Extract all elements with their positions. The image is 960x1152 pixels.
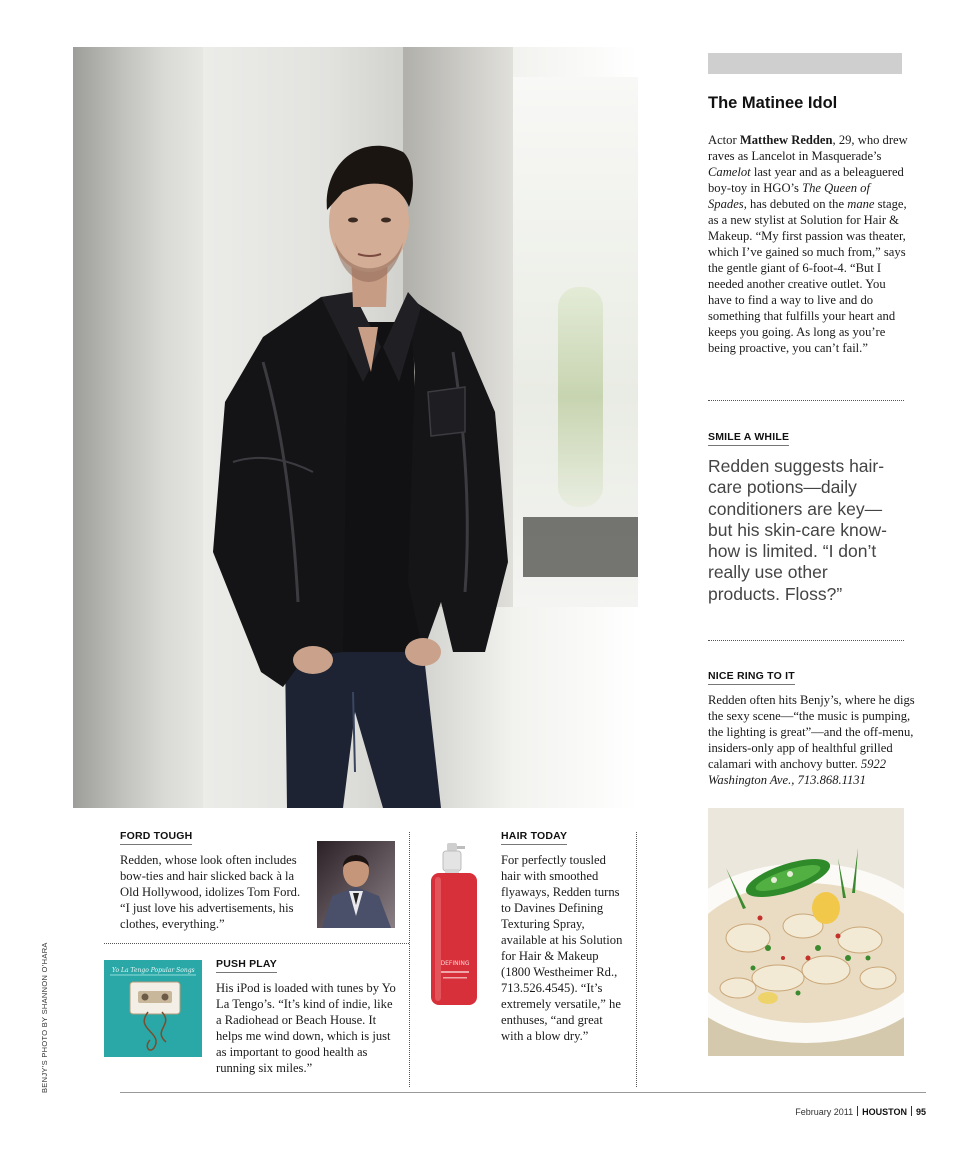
mane-italic: mane bbox=[847, 197, 875, 211]
hair-paragraph: For perfectly tousled hair with smoothed flyaways, Redden turns to Davines Defining Texturing Spray, available at his Solution for Hair & Makeup (1800 Westheimer Rd., 713.526.4545). “It’s extremely versatile,” he enthuses, “and great with a blow dry.” bbox=[501, 853, 623, 1043]
intro-text-1: Actor bbox=[708, 133, 740, 147]
actor-name: Matthew Redden bbox=[739, 133, 833, 147]
push-paragraph: His iPod is loaded with tunes by Yo La Tengo’s. “It’s kind of indie, like a Radiohead or Beach House. It helps me wind down, which is just as important to good health as running six miles.” bbox=[216, 981, 396, 1075]
divider bbox=[708, 640, 904, 641]
smile-heading: SMILE A WHILE bbox=[708, 431, 789, 446]
ford-paragraph: Redden, whose look often includes bow-ties and hair slicked back à la Old Hollywood, idolizes Tom Ford. “I just love his advertisements, his clothes, everything.” bbox=[120, 853, 301, 931]
ford-heading: FORD TOUGH bbox=[120, 830, 192, 845]
ring-paragraph bbox=[708, 692, 918, 788]
footer-rule bbox=[120, 1092, 926, 1093]
background-floor bbox=[523, 517, 638, 577]
column-divider bbox=[636, 832, 637, 1087]
benjys-address: 5922 Washington Ave., 713.868.1131 bbox=[708, 757, 887, 787]
push-heading: PUSH PLAY bbox=[216, 958, 277, 973]
column-divider bbox=[409, 832, 410, 1087]
photo-credit: BENJY’S PHOTO BY SHANNON O’HARA bbox=[40, 942, 49, 1093]
magazine-name: HOUSTON bbox=[862, 1107, 907, 1117]
concrete-pillar bbox=[73, 47, 203, 808]
ring-text: Redden often hits Benjy’s, where he digs the sexy scene—“the music is pumping, the lighting is great”—and the off-menu, insiders-only app of healthful grilled calamari with anchovy butter. bbox=[708, 693, 915, 771]
divider bbox=[708, 400, 904, 401]
album-cover-text: Yo La Tengo Popular Songs bbox=[112, 967, 195, 974]
smile-quote: Redden suggests hair-care potions—daily conditioners are key—but his skin-care know-how is limited. “I don’t really use other products. Floss?” bbox=[708, 456, 887, 604]
page-folio bbox=[795, 1106, 926, 1117]
intro-text-4: , has debuted on the bbox=[743, 197, 848, 211]
folio-separator bbox=[911, 1106, 912, 1116]
calamari-photo bbox=[708, 808, 904, 1056]
camelot-title: Camelot bbox=[708, 165, 751, 179]
hair-heading: HAIR TODAY bbox=[501, 830, 567, 845]
issue-date: February 2011 bbox=[795, 1107, 854, 1117]
queen-of-spades-title: The Queen of Spades bbox=[708, 181, 870, 211]
davines-spray-bottle bbox=[425, 843, 485, 1010]
sidebar-title: The Matinee Idol bbox=[708, 94, 838, 112]
folio-separator bbox=[857, 1106, 858, 1116]
yo-la-tengo-album-cover bbox=[104, 960, 202, 1057]
main-photo bbox=[73, 47, 638, 808]
intro-text-3: last year and as a beleaguered boy-toy in HGO’s bbox=[708, 165, 904, 195]
bottle-label: DEFINING bbox=[440, 960, 470, 967]
man-figure bbox=[203, 132, 523, 808]
ring-heading: NICE RING TO IT bbox=[708, 670, 795, 685]
divider bbox=[104, 943, 409, 944]
intro-text-5: stage, as a new stylist at Solution for Hair & Makeup. “My first passion was theater, which I’ve gained so much from,” says the gentle giant of 6-foot-4. “But I needed another creative outlet. You have to find a way to live and do something that fulfills your heart and keeps you going. As long as you’re being proactive, you can’t fail.” bbox=[708, 197, 907, 355]
tom-ford-photo bbox=[317, 841, 395, 928]
intro-paragraph bbox=[708, 132, 908, 356]
intro-text-2: , 29, who drew raves as Lancelot in Masquerade’s bbox=[708, 133, 908, 163]
page-number: 95 bbox=[915, 1107, 926, 1117]
section-tag-bar bbox=[708, 53, 902, 74]
background-plant bbox=[558, 287, 603, 507]
